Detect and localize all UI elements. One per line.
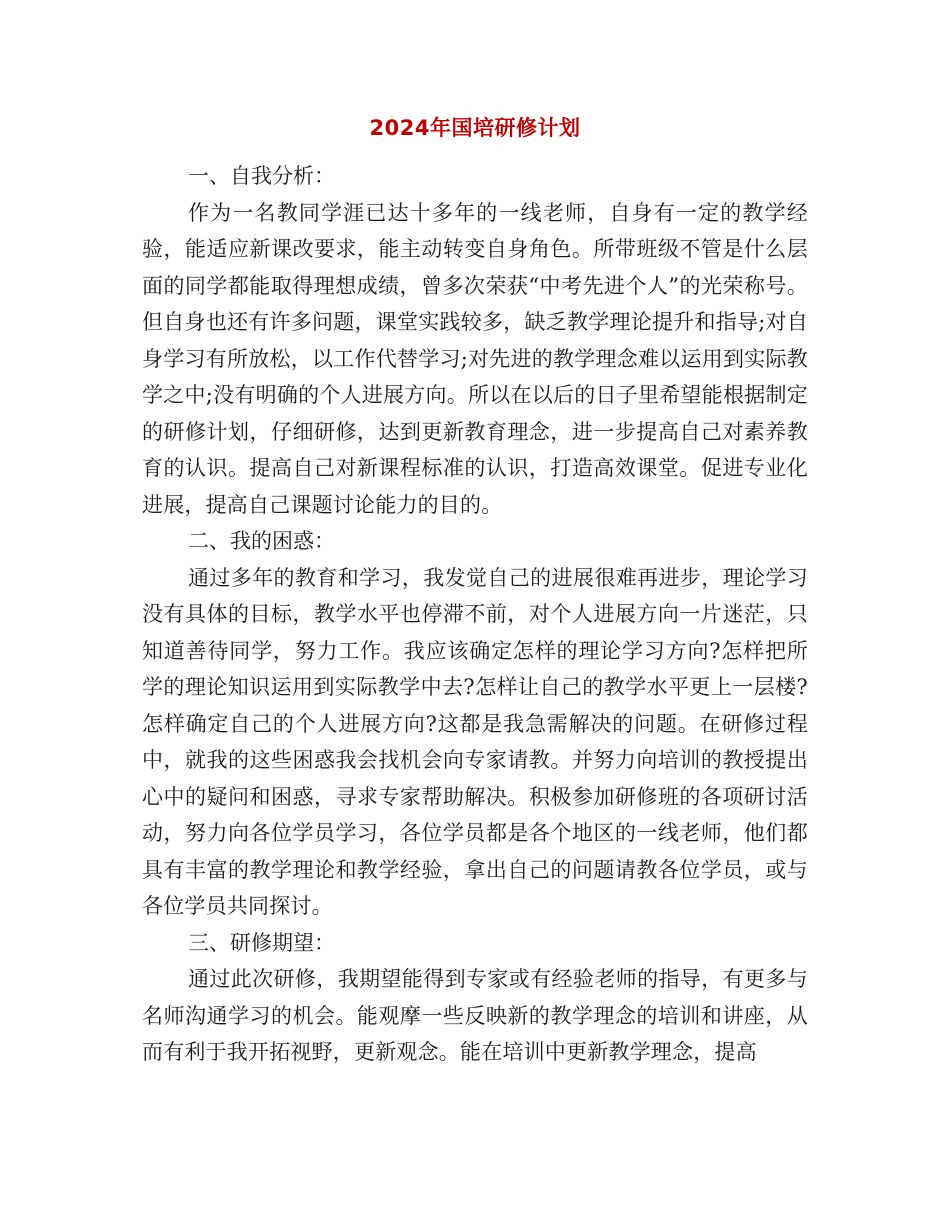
section-paragraph-expectation: 通过此次研修，我期望能得到专家或有经验老师的指导，有更多与名师沟通学习的机会。能观摩一些反映新的教学理念的培训和讲座，从而有利于我开拓视野，更新观念。能在培训中更新教学理念，提高: [142, 967, 808, 1064]
document-body: [142, 158, 808, 1071]
section-heading-confusion: 二、我的困惑：: [188, 529, 335, 553]
document-title: 2024年国培研修计划: [369, 116, 581, 140]
section-heading-expectation: 三、研修期望：: [188, 930, 335, 955]
section-heading-self-analysis: 一、自我分析：: [188, 164, 335, 188]
section-paragraph-confusion: 通过多年的教育和学习，我发觉自己的进展很难再进步，理论学习没有具体的目标，教学水平也停滞不前，对个人进展方向一片迷茫，只知道善待同学，努力工作。我应该确定怎样的理论学习方向?怎样把所学的理论知识运用到实际教学中去?怎样让自己的教学水平更上一层楼?怎样确定自己的个人进展方向?这都是我急需解决的问题。在研修过程中，就我的这些困惑我会找机会向专家请教。并努力向培训的教授提出心中的疑问和困惑，寻求专家帮助解决。积极参加研修班的各项研讨活动，努力向各位学员学习，各位学员都是各个地区的一线老师，他们都具有丰富的教学理论和教学经验，拿出自己的问题请教各位学员，或与各位学员共同探讨。: [142, 565, 808, 918]
section-paragraph-self-analysis: 作为一名教同学涯已达十多年的一线老师，自身有一定的教学经验，能适应新课改要求，能主动转变自身角色。所带班级不管是什么层面的同学都能取得理想成绩，曾多次荣获“中考先进个人”的光荣称号。但自身也还有许多问题，课堂实践较多，缺乏教学理论提升和指导;对自身学习有所放松，以工作代替学习;对先进的教学理念难以运用到实际教学之中;没有明确的个人进展方向。所以在以后的日子里希望能根据制定的研修计划，仔细研修，达到更新教育理念，进一步提高自己对素养教育的认识。提高自己对新课程标准的认识，打造高效课堂。促进专业化进展，提高自己课题讨论能力的目的。: [142, 200, 808, 517]
